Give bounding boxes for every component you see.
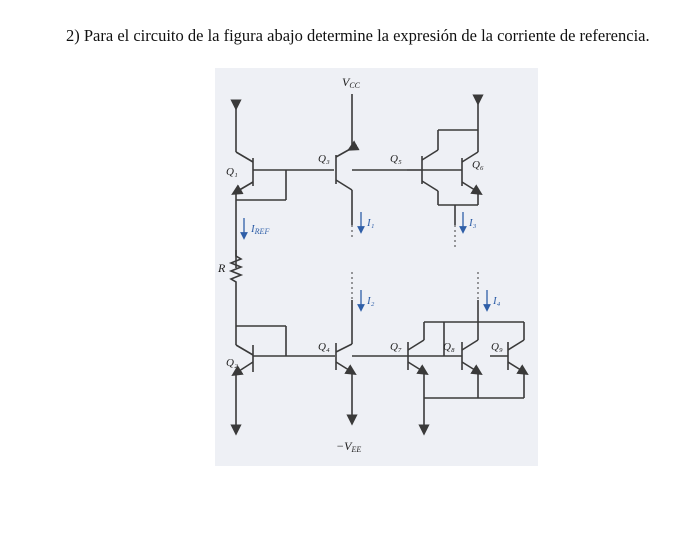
transistor-q1 — [236, 105, 334, 268]
label-vcc: VCC — [342, 75, 361, 90]
transistor-q6 — [422, 100, 478, 225]
label-iref: IREF — [251, 223, 270, 236]
label-i3: I₃ — [469, 217, 477, 229]
label-q6: Q₆ — [472, 159, 484, 171]
transistor-q7 — [408, 322, 424, 430]
transistor-q8 — [462, 322, 478, 398]
label-q4: Q₄ — [318, 341, 330, 353]
transistor-q9 — [508, 322, 524, 398]
label-q7: Q₇ — [390, 341, 402, 353]
label-q3: Q₃ — [318, 153, 330, 165]
label-q2: Q₂ — [226, 357, 238, 369]
label-q8: Q₈ — [443, 341, 455, 353]
transistor-q5 — [407, 130, 438, 205]
question-text: 2) Para el circuito de la figura abajo determine la expresión de la corriente de referencia. — [66, 26, 650, 45]
label-i1: I₁ — [367, 217, 375, 229]
label-q1: Q₁ — [226, 166, 238, 178]
transistor-q4 — [336, 300, 352, 420]
label-i4: I₄ — [493, 295, 501, 307]
label-q9: Q₉ — [491, 341, 503, 353]
resistor-r — [231, 250, 241, 326]
label-vee: −VEE — [336, 439, 362, 454]
label-r: R — [218, 261, 226, 275]
label-i2: I₂ — [367, 295, 375, 307]
label-q5: Q₅ — [390, 153, 402, 165]
